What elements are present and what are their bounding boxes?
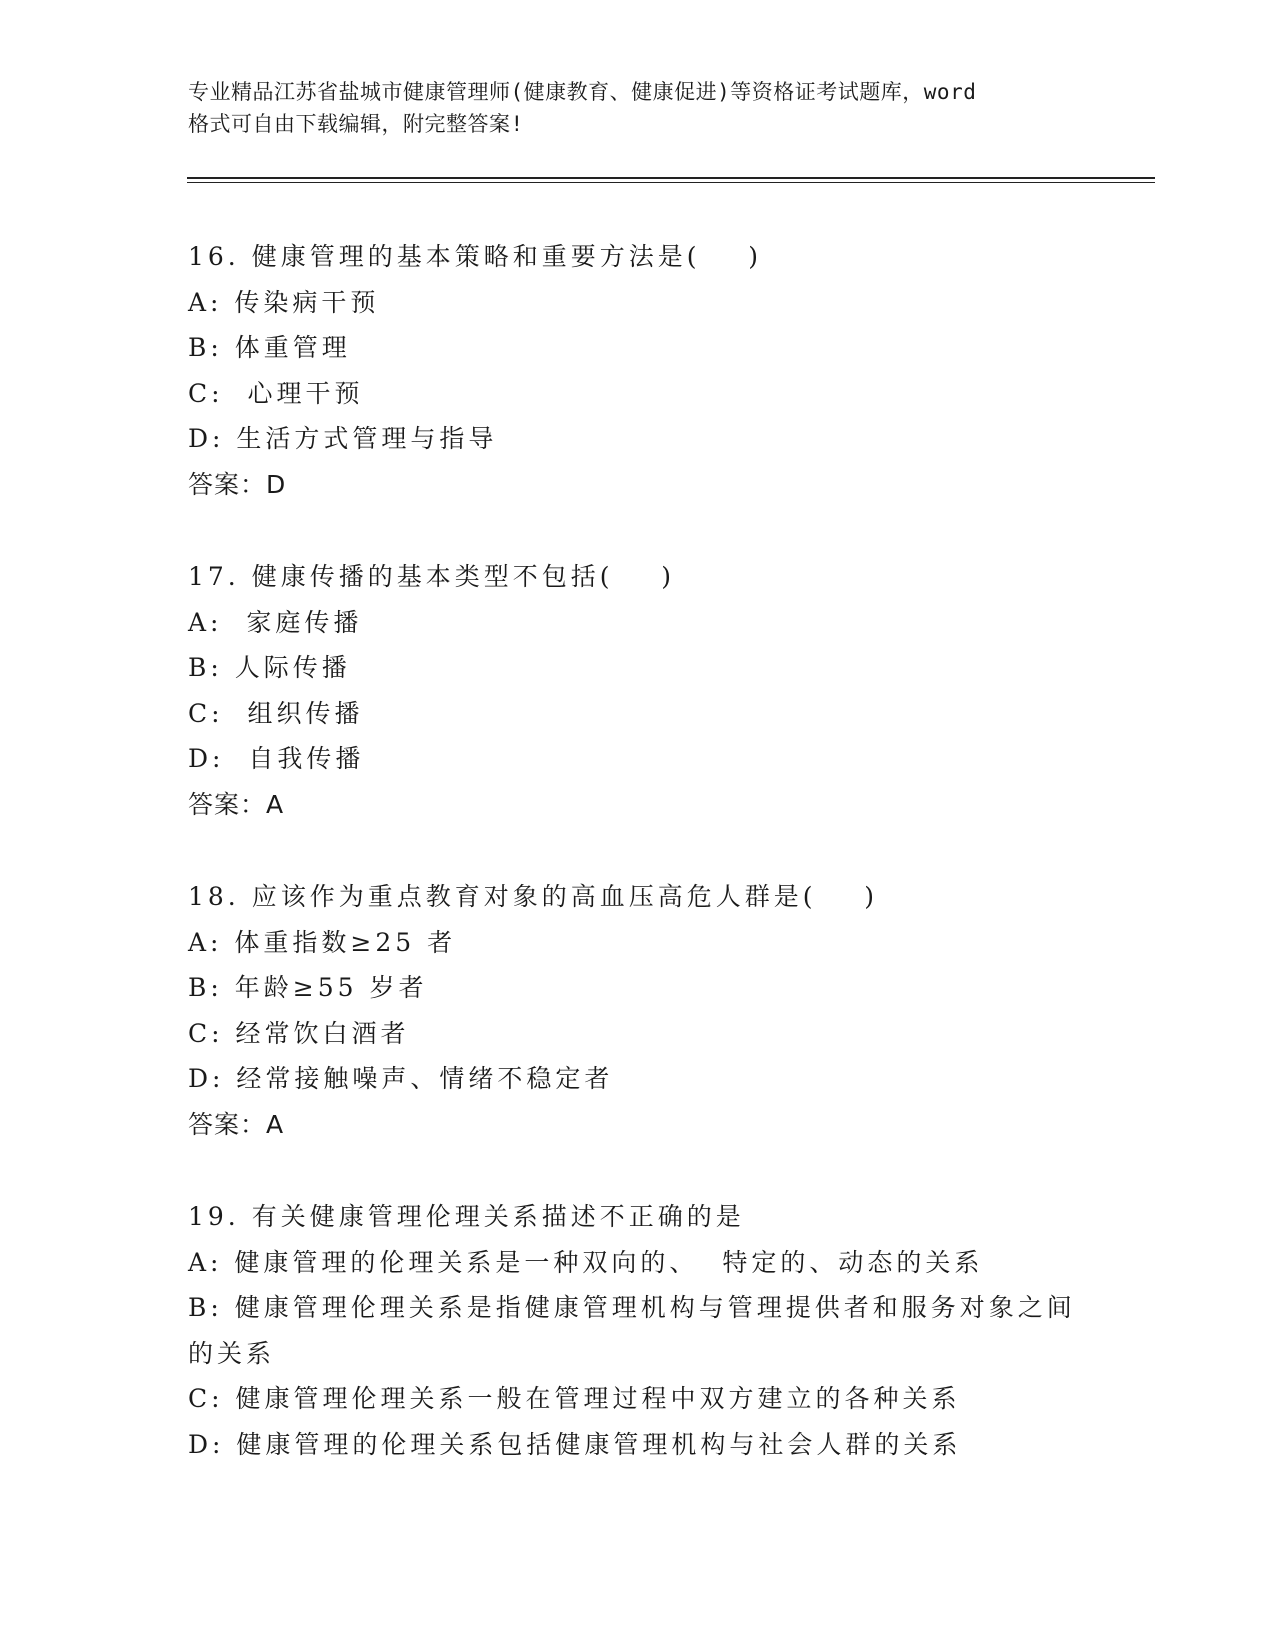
option-d: D: 自我传播 bbox=[188, 744, 365, 773]
option-a: A: 传染病干预 bbox=[188, 287, 380, 317]
option-c: C: 经常饮白酒者 bbox=[188, 1018, 410, 1048]
option-c: C: 组织传播 bbox=[188, 698, 364, 728]
option-b: B: 健康管理伦理关系是指健康管理机构与管理提供者和服务对象之间的关系 bbox=[188, 1293, 1076, 1368]
question-18 bbox=[188, 874, 1108, 1147]
answer-label: 答案：A bbox=[188, 789, 285, 819]
option-c: C: 心理干预 bbox=[188, 378, 364, 408]
document-header bbox=[188, 76, 1088, 140]
answer-label: 答案：A bbox=[188, 1109, 285, 1139]
option-c: C: 健康管理伦理关系一般在管理过程中双方建立的各种关系 bbox=[188, 1384, 961, 1413]
option-a: A: 家庭传播 bbox=[188, 607, 363, 637]
question-stem: 16. 健康管理的基本策略和重要方法是( ) bbox=[188, 242, 763, 271]
answer-label: 答案：D bbox=[188, 469, 287, 499]
question-list bbox=[188, 234, 1108, 1514]
question-16 bbox=[188, 234, 1108, 507]
question-stem: 17. 健康传播的基本类型不包括( ) bbox=[188, 562, 676, 591]
option-d: D: 经常接触噪声、情绪不稳定者 bbox=[188, 1064, 614, 1093]
question-stem: 18. 应该作为重点教育对象的高血压高危人群是( ) bbox=[188, 882, 879, 911]
option-b: B: 人际传播 bbox=[188, 653, 351, 682]
question-19 bbox=[188, 1194, 1108, 1467]
option-d: D: 生活方式管理与指导 bbox=[188, 424, 498, 453]
option-a: A: 体重指数≥25 者 bbox=[188, 927, 457, 957]
question-stem: 19. 有关健康管理伦理关系描述不正确的是 bbox=[188, 1202, 745, 1231]
header-line-1: 专业精品江苏省盐城市健康管理师(健康教育、健康促进)等资格证考试题库，word bbox=[188, 80, 977, 104]
header-divider bbox=[187, 177, 1155, 183]
option-a: A: 健康管理的伦理关系是一种双向的、 特定的、动态的关系 bbox=[188, 1247, 984, 1277]
option-d: D: 健康管理的伦理关系包括健康管理机构与社会人群的关系 bbox=[188, 1429, 962, 1459]
option-b: B: 体重管理 bbox=[188, 333, 351, 362]
option-b: B: 年龄≥55 岁者 bbox=[188, 973, 428, 1002]
question-17 bbox=[188, 554, 1108, 827]
header-line-2: 格式可自由下载编辑，附完整答案! bbox=[188, 112, 524, 136]
